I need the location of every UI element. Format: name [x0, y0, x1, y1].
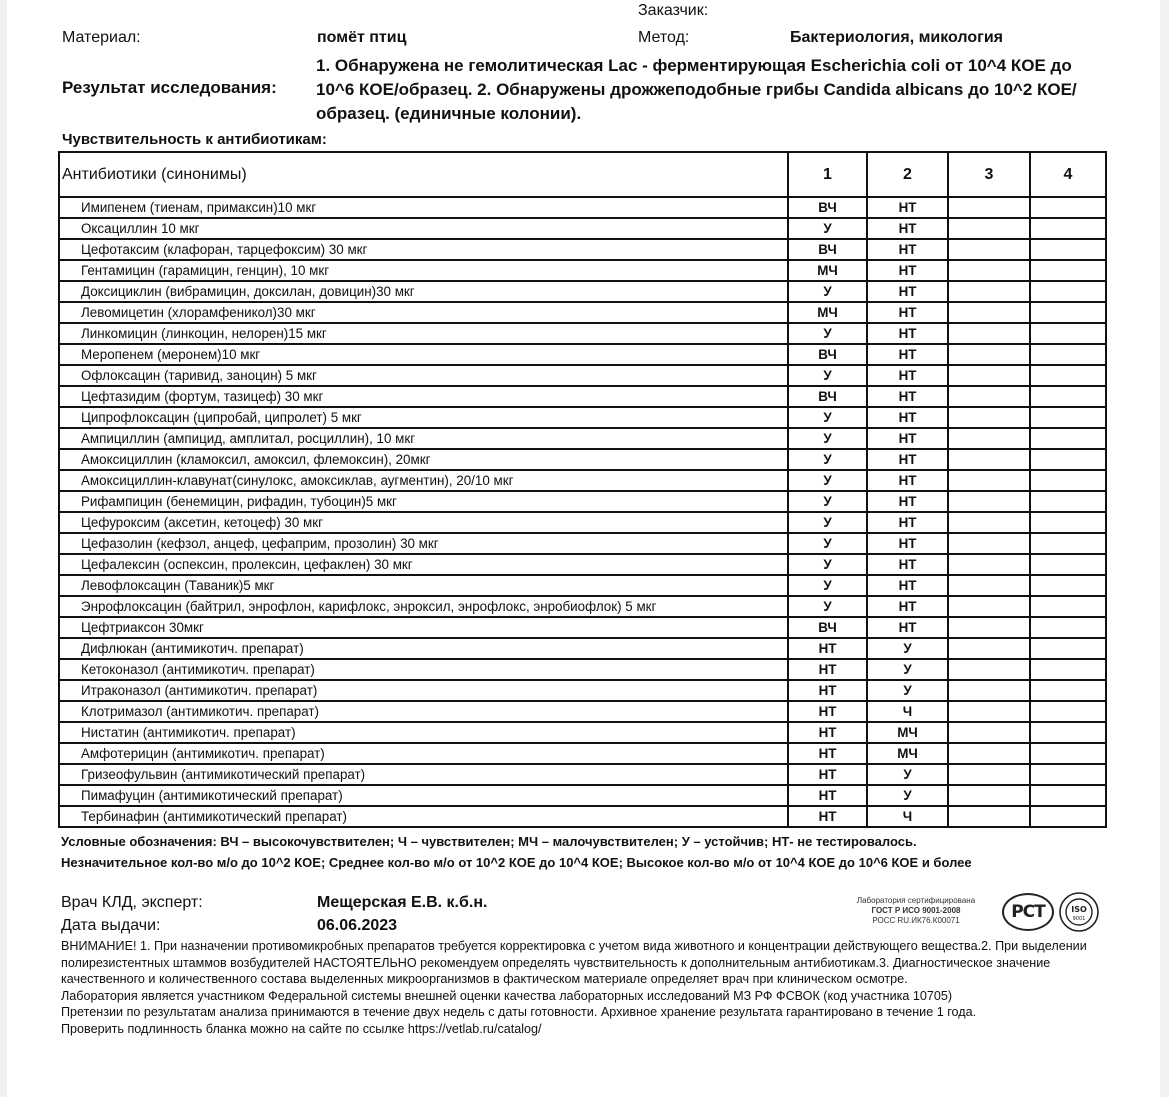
- table-row: [59, 680, 1106, 701]
- result-col-3: [948, 197, 1030, 218]
- result-col-3: [948, 386, 1030, 407]
- result-col-4: [1030, 554, 1106, 575]
- antibiotic-name: Рифампицин (бенемицин, рифадин, тубоцин)5 мкг: [59, 491, 788, 512]
- page-left-margin: [0, 0, 7, 1097]
- table-row: [59, 512, 1106, 533]
- result-col-3: [948, 701, 1030, 722]
- result-col-1: У: [788, 491, 867, 512]
- result-col-3: [948, 218, 1030, 239]
- result-col-3: [948, 512, 1030, 533]
- result-col-3: [948, 764, 1030, 785]
- antibiotic-name: Амоксициллин (кламоксил, амоксил, флемоксин), 20мкг: [59, 449, 788, 470]
- antibiotic-name: Гризеофульвин (антимикотический препарат): [59, 764, 788, 785]
- result-col-1: МЧ: [788, 260, 867, 281]
- result-col-4: [1030, 785, 1106, 806]
- result-col-1: У: [788, 281, 867, 302]
- table-row: [59, 764, 1106, 785]
- table-row: [59, 470, 1106, 491]
- result-col-3: [948, 449, 1030, 470]
- result-col-2: НТ: [867, 302, 948, 323]
- result-col-3: [948, 554, 1030, 575]
- result-col-1: У: [788, 554, 867, 575]
- table-row: [59, 302, 1106, 323]
- table-row: [59, 218, 1106, 239]
- result-col-3: [948, 596, 1030, 617]
- result-col-2: У: [867, 785, 948, 806]
- sensitivity-title: Чувствительность к антибиотикам:: [62, 131, 327, 148]
- result-col-2: НТ: [867, 260, 948, 281]
- result-col-2: У: [867, 764, 948, 785]
- rst-logo-icon: [1002, 893, 1054, 931]
- result-col-3: [948, 302, 1030, 323]
- table-row: [59, 743, 1106, 764]
- table-row: [59, 575, 1106, 596]
- antibiotic-name: Цефалексин (оспексин, пролексин, цефаклен) 30 мкг: [59, 554, 788, 575]
- result-col-1: НТ: [788, 743, 867, 764]
- column-header-1: 1: [788, 152, 867, 197]
- result-col-1: НТ: [788, 701, 867, 722]
- result-col-2: НТ: [867, 218, 948, 239]
- result-col-2: НТ: [867, 344, 948, 365]
- result-col-3: [948, 239, 1030, 260]
- customer-label: Заказчик:: [638, 2, 709, 19]
- result-col-1: У: [788, 407, 867, 428]
- result-col-4: [1030, 659, 1106, 680]
- table-row: [59, 428, 1106, 449]
- doctor-value: Мещерская Е.В. к.б.н.: [317, 894, 488, 911]
- result-col-1: ВЧ: [788, 617, 867, 638]
- result-col-3: [948, 785, 1030, 806]
- result-col-3: [948, 323, 1030, 344]
- result-label: Результат исследования:: [62, 78, 277, 97]
- result-col-4: [1030, 701, 1106, 722]
- result-col-2: НТ: [867, 533, 948, 554]
- table-row: [59, 491, 1106, 512]
- antibiotic-name: Доксициклин (вибрамицин, доксилан, довицин)30 мкг: [59, 281, 788, 302]
- result-col-3: [948, 680, 1030, 701]
- antibiotic-name: Линкомицин (линкоцин, нелорен)15 мкг: [59, 323, 788, 344]
- table-row: [59, 554, 1106, 575]
- issue-date-value: 06.06.2023: [317, 917, 398, 934]
- antibiotic-name: Цефтазидим (фортум, тазицеф) 30 мкг: [59, 386, 788, 407]
- antibiotic-table: [58, 151, 1107, 828]
- antibiotic-name: Энрофлоксацин (байтрил, энрофлон, карифлокс, энроксил, энрофлокс, энробиофлок) 5 мкг: [59, 596, 788, 617]
- result-col-1: НТ: [788, 722, 867, 743]
- table-row: [59, 806, 1106, 827]
- antibiotic-name: Амоксициллин-клавунат(синулокс, амоксиклав, аугментин), 20/10 мкг: [59, 470, 788, 491]
- certification-text: [836, 896, 996, 926]
- result-col-4: [1030, 218, 1106, 239]
- table-row: [59, 197, 1106, 218]
- result-col-3: [948, 365, 1030, 386]
- result-col-3: [948, 491, 1030, 512]
- antibiotic-name: Цефазолин (кефзол, анцеф, цефаприм, прозолин) 30 мкг: [59, 533, 788, 554]
- result-col-4: [1030, 197, 1106, 218]
- result-value: 1. Обнаружена не гемолитическая Lac - ферментирующая Escherichia coli от 10^4 КОЕ до 10^6 КОЕ/образец. 2. Обнаружены дрожжеподобные грибы Candida albicans до 10^2 КОЕ/образец. (единичные колонии).: [316, 56, 1077, 123]
- table-row: [59, 344, 1106, 365]
- result-col-3: [948, 407, 1030, 428]
- table-header-row: [59, 152, 1106, 197]
- table-row: [59, 638, 1106, 659]
- result-col-3: [948, 344, 1030, 365]
- result-col-1: У: [788, 512, 867, 533]
- result-col-2: НТ: [867, 512, 948, 533]
- result-col-1: У: [788, 470, 867, 491]
- column-header-3: 3: [948, 152, 1030, 197]
- certification-line-3: РОСС RU.ИК76.К00071: [872, 916, 960, 925]
- table-row: [59, 239, 1106, 260]
- iso-logo-sub: 9001: [1072, 916, 1086, 922]
- result-col-4: [1030, 743, 1106, 764]
- result-col-3: [948, 659, 1030, 680]
- result-col-2: НТ: [867, 281, 948, 302]
- result-col-4: [1030, 596, 1106, 617]
- note-verify-link[interactable]: Проверить подлинность бланка можно на сайте по ссылке https://vetlab.ru/catalog/: [61, 1021, 542, 1036]
- material-value: помёт птиц: [317, 29, 407, 46]
- result-col-3: [948, 281, 1030, 302]
- certification-line-2: ГОСТ Р ИСО 9001-2008: [871, 906, 961, 915]
- antibiotic-name: Клотримазол (антимикотич. препарат): [59, 701, 788, 722]
- issue-date-label: Дата выдачи:: [61, 917, 161, 934]
- result-col-1: НТ: [788, 785, 867, 806]
- antibiotic-name: Пимафуцин (антимикотический препарат): [59, 785, 788, 806]
- rst-logo-text: РСТ: [1011, 902, 1045, 922]
- table-row: [59, 386, 1106, 407]
- antibiotic-name: Цефтриаксон 30мкг: [59, 617, 788, 638]
- antibiotic-name: Ципрофлоксацин (ципробай, ципролет) 5 мкг: [59, 407, 788, 428]
- result-col-1: НТ: [788, 638, 867, 659]
- result-col-3: [948, 260, 1030, 281]
- note-fsvok: Лаборатория является участником Федеральной системы внешней оценки качества лабораторных исследований МЗ РФ ФСВОК (код участника 10705): [61, 988, 953, 1003]
- notes-block: [61, 938, 1121, 1037]
- table-row: [59, 596, 1106, 617]
- result-col-1: НТ: [788, 680, 867, 701]
- result-col-4: [1030, 239, 1106, 260]
- antibiotic-name: Имипенем (тиенам, примаксин)10 мкг: [59, 197, 788, 218]
- result-col-3: [948, 470, 1030, 491]
- antibiotic-name: Меропенем (меронем)10 мкг: [59, 344, 788, 365]
- result-col-1: НТ: [788, 659, 867, 680]
- result-col-1: У: [788, 218, 867, 239]
- method-value: Бактериология, микология: [790, 29, 1003, 46]
- result-col-3: [948, 638, 1030, 659]
- result-col-3: [948, 617, 1030, 638]
- result-col-4: [1030, 617, 1106, 638]
- table-row: [59, 785, 1106, 806]
- antibiotic-name: Тербинафин (антимикотический препарат): [59, 806, 788, 827]
- table-row: [59, 533, 1106, 554]
- antibiotic-name: Нистатин (антимикотич. препарат): [59, 722, 788, 743]
- result-col-1: ВЧ: [788, 344, 867, 365]
- result-col-4: [1030, 491, 1106, 512]
- iso-logo-text: ISO: [1071, 905, 1087, 914]
- result-col-4: [1030, 323, 1106, 344]
- result-col-3: [948, 533, 1030, 554]
- result-col-4: [1030, 470, 1106, 491]
- result-col-3: [948, 743, 1030, 764]
- result-col-3: [948, 575, 1030, 596]
- page-right-margin: [1160, 0, 1169, 1097]
- table-row: [59, 281, 1106, 302]
- result-col-1: У: [788, 596, 867, 617]
- antibiotic-name: Левофлоксацин (Таваник)5 мкг: [59, 575, 788, 596]
- antibiotic-name: Дифлюкан (антимикотич. препарат): [59, 638, 788, 659]
- result-col-4: [1030, 449, 1106, 470]
- iso-logo-icon: [1058, 891, 1100, 933]
- antibiotic-name: Цефуроксим (аксетин, кетоцеф) 30 мкг: [59, 512, 788, 533]
- result-col-1: У: [788, 449, 867, 470]
- antibiotic-name: Оксациллин 10 мкг: [59, 218, 788, 239]
- antibiotic-name: Гентамицин (гарамицин, генцин), 10 мкг: [59, 260, 788, 281]
- result-col-1: У: [788, 575, 867, 596]
- result-col-1: ВЧ: [788, 239, 867, 260]
- result-col-4: [1030, 260, 1106, 281]
- table-row: [59, 365, 1106, 386]
- result-col-2: НТ: [867, 407, 948, 428]
- result-col-2: МЧ: [867, 722, 948, 743]
- note-claims: Претензии по результатам анализа принимаются в течение двух недель с даты готовности. Архивное хранение результата гарантировано в течение 1 года.: [61, 1005, 977, 1019]
- antibiotic-name: Кетоконазол (антимикотич. препарат): [59, 659, 788, 680]
- result-col-1: НТ: [788, 806, 867, 827]
- column-header-antibiotics: Антибиотики (синонимы): [59, 152, 788, 197]
- antibiotic-name: Цефотаксим (клафоран, тарцефоксим) 30 мкг: [59, 239, 788, 260]
- result-col-2: НТ: [867, 491, 948, 512]
- result-col-1: НТ: [788, 764, 867, 785]
- result-col-4: [1030, 575, 1106, 596]
- note-warning: ВНИМАНИЕ! 1. При назначении противомикробных препаратов требуется корректировка с учетом вида животного и концентрации действующего вещества.2. При выделении полирезистентных штаммов возбудителей НАСТОЯТЕЛЬНО рекомендуем определять чувствительность к дополнительным антибиотикам.3. Диагностическое значение качественного и количественного состава выделенных микроорганизмов в фактическом материале определяет врач при клиническом осмотре.: [61, 939, 1087, 986]
- antibiotic-name: Итраконазол (антимикотич. препарат): [59, 680, 788, 701]
- table-row: [59, 407, 1106, 428]
- result-col-2: НТ: [867, 365, 948, 386]
- result-col-2: НТ: [867, 197, 948, 218]
- result-col-2: НТ: [867, 239, 948, 260]
- certification-line-1: Лаборатория сертифицирована: [856, 896, 976, 905]
- result-col-4: [1030, 365, 1106, 386]
- antibiotic-name: Офлоксацин (таривид, заноцин) 5 мкг: [59, 365, 788, 386]
- table-row: [59, 260, 1106, 281]
- result-col-2: НТ: [867, 386, 948, 407]
- result-col-3: [948, 428, 1030, 449]
- result-col-2: НТ: [867, 596, 948, 617]
- result-col-2: НТ: [867, 575, 948, 596]
- table-row: [59, 701, 1106, 722]
- result-col-2: У: [867, 680, 948, 701]
- antibiotic-name: Ампициллин (ампицид, амплитал, росциллин), 10 мкг: [59, 428, 788, 449]
- result-col-2: Ч: [867, 701, 948, 722]
- result-col-1: У: [788, 323, 867, 344]
- column-header-2: 2: [867, 152, 948, 197]
- result-col-4: [1030, 407, 1106, 428]
- result-col-3: [948, 806, 1030, 827]
- result-col-2: НТ: [867, 554, 948, 575]
- result-col-1: У: [788, 428, 867, 449]
- result-col-4: [1030, 428, 1106, 449]
- method-label: Метод:: [638, 29, 690, 46]
- result-col-4: [1030, 638, 1106, 659]
- result-col-1: ВЧ: [788, 197, 867, 218]
- result-col-2: НТ: [867, 428, 948, 449]
- result-col-4: [1030, 764, 1106, 785]
- antibiotic-name: Левомицетин (хлорамфеникол)30 мкг: [59, 302, 788, 323]
- result-col-4: [1030, 281, 1106, 302]
- result-col-2: У: [867, 638, 948, 659]
- material-label: Материал:: [62, 29, 141, 46]
- result-col-3: [948, 722, 1030, 743]
- result-col-4: [1030, 680, 1106, 701]
- result-col-2: НТ: [867, 617, 948, 638]
- table-row: [59, 323, 1106, 344]
- result-col-4: [1030, 806, 1106, 827]
- result-col-1: У: [788, 533, 867, 554]
- table-row: [59, 617, 1106, 638]
- result-col-1: МЧ: [788, 302, 867, 323]
- result-col-2: НТ: [867, 323, 948, 344]
- result-col-4: [1030, 533, 1106, 554]
- doctor-label: Врач КЛД, эксперт:: [61, 894, 203, 911]
- result-col-2: МЧ: [867, 743, 948, 764]
- legend-quantities: Незначительное кол-во м/о до 10^2 КОЕ; Среднее кол-во м/о от 10^2 КОЕ до 10^4 КОЕ; Высокое кол-во м/о от 10^4 КОЕ до 10^6 КОЕ и более: [61, 855, 972, 870]
- column-header-4: 4: [1030, 152, 1106, 197]
- result-col-4: [1030, 386, 1106, 407]
- table-row: [59, 449, 1106, 470]
- result-col-4: [1030, 344, 1106, 365]
- result-col-1: ВЧ: [788, 386, 867, 407]
- antibiotic-name: Амфотерицин (антимикотич. препарат): [59, 743, 788, 764]
- table-row: [59, 722, 1106, 743]
- result-col-1: У: [788, 365, 867, 386]
- result-col-2: Ч: [867, 806, 948, 827]
- table-row: [59, 659, 1106, 680]
- result-col-4: [1030, 512, 1106, 533]
- result-col-2: НТ: [867, 449, 948, 470]
- result-col-4: [1030, 302, 1106, 323]
- result-col-4: [1030, 722, 1106, 743]
- legend-abbreviations: Условные обозначения: ВЧ – высокочувствителен; Ч – чувствителен; МЧ – малочувствителен; У – устойчив; НТ- не тестировалось.: [61, 834, 917, 849]
- result-col-2: У: [867, 659, 948, 680]
- result-col-2: НТ: [867, 470, 948, 491]
